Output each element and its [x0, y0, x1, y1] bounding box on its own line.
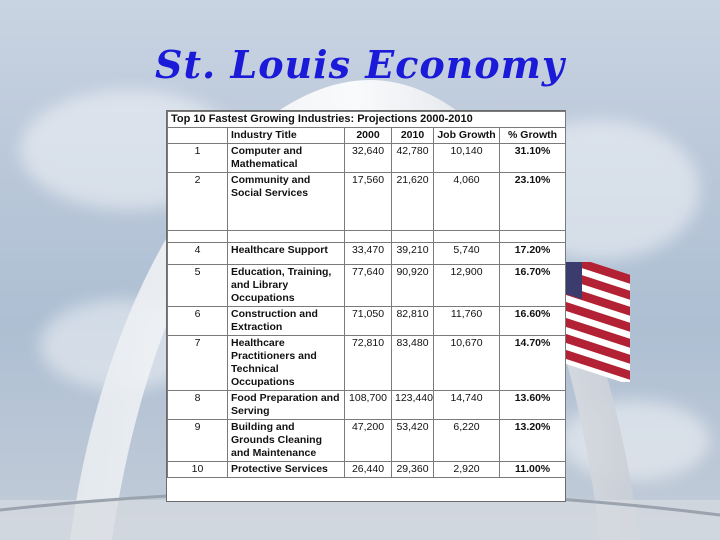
growth-cell: 11,760: [434, 307, 500, 336]
slide-title: St. Louis Economy: [155, 42, 565, 87]
table-row: [168, 462, 566, 478]
table-row: [168, 243, 566, 265]
column-header: Job Growth: [434, 128, 500, 144]
industry-cell: Community and Social Services: [228, 173, 345, 231]
industry-cell: Healthcare Practitioners and Technical Occupations: [228, 336, 345, 391]
industries-table: [167, 111, 566, 478]
y2010-cell: 39,210: [392, 243, 434, 265]
column-header: [168, 128, 228, 144]
pct-cell: 23.10%: [500, 173, 566, 231]
growth-cell: 14,740: [434, 391, 500, 420]
rank-cell: 1: [168, 144, 228, 173]
y2000-cell: 47,200: [345, 420, 392, 462]
y2010-cell: 42,780: [392, 144, 434, 173]
rank-cell: 7: [168, 336, 228, 391]
industry-cell: Construction and Extraction: [228, 307, 345, 336]
growth-cell: 12,900: [434, 265, 500, 307]
industry-cell: Building and Grounds Cleaning and Maintenance: [228, 420, 345, 462]
growth-cell: 6,220: [434, 420, 500, 462]
rank-cell: 9: [168, 420, 228, 462]
pct-cell: 13.60%: [500, 391, 566, 420]
y2000-cell: 72,810: [345, 336, 392, 391]
y2010-cell: 29,360: [392, 462, 434, 478]
table-row-blank: [168, 231, 566, 243]
pct-cell: 11.00%: [500, 462, 566, 478]
industry-cell: Food Preparation and Serving: [228, 391, 345, 420]
column-header: % Growth: [500, 128, 566, 144]
pct-cell: 16.60%: [500, 307, 566, 336]
table-row: [168, 173, 566, 231]
table-row: [168, 420, 566, 462]
pct-cell: 17.20%: [500, 243, 566, 265]
industry-cell: Education, Training, and Library Occupations: [228, 265, 345, 307]
table-row: [168, 391, 566, 420]
pct-cell: 14.70%: [500, 336, 566, 391]
american-flag-image: [560, 262, 636, 382]
table-row: [168, 307, 566, 336]
pct-cell: 31.10%: [500, 144, 566, 173]
column-header: 2000: [345, 128, 392, 144]
y2010-cell: 21,620: [392, 173, 434, 231]
y2010-cell: 83,480: [392, 336, 434, 391]
column-header: 2010: [392, 128, 434, 144]
growth-cell: 10,670: [434, 336, 500, 391]
growth-cell: 5,740: [434, 243, 500, 265]
growth-cell: 2,920: [434, 462, 500, 478]
y2000-cell: 26,440: [345, 462, 392, 478]
growth-cell: 10,140: [434, 144, 500, 173]
y2010-cell: 53,420: [392, 420, 434, 462]
y2010-cell: 123,440: [392, 391, 434, 420]
table-row: [168, 265, 566, 307]
pct-cell: 13.20%: [500, 420, 566, 462]
industry-cell: Computer and Mathematical: [228, 144, 345, 173]
industries-table-container: [166, 110, 566, 502]
y2000-cell: 17,560: [345, 173, 392, 231]
y2000-cell: 71,050: [345, 307, 392, 336]
rank-cell: 8: [168, 391, 228, 420]
y2000-cell: 77,640: [345, 265, 392, 307]
growth-cell: 4,060: [434, 173, 500, 231]
pct-cell: 16.70%: [500, 265, 566, 307]
y2000-cell: 33,470: [345, 243, 392, 265]
industry-cell: Protective Services: [228, 462, 345, 478]
table-row: [168, 336, 566, 391]
table-caption: Top 10 Fastest Growing Industries: Projections 2000-2010: [168, 112, 566, 128]
column-header: Industry Title: [228, 128, 345, 144]
y2010-cell: 82,810: [392, 307, 434, 336]
rank-cell: 10: [168, 462, 228, 478]
y2000-cell: 108,700: [345, 391, 392, 420]
y2010-cell: 90,920: [392, 265, 434, 307]
rank-cell: 6: [168, 307, 228, 336]
y2000-cell: 32,640: [345, 144, 392, 173]
rank-cell: 2: [168, 173, 228, 231]
rank-cell: 4: [168, 243, 228, 265]
industry-cell: Healthcare Support: [228, 243, 345, 265]
table-row: [168, 144, 566, 173]
rank-cell: 5: [168, 265, 228, 307]
